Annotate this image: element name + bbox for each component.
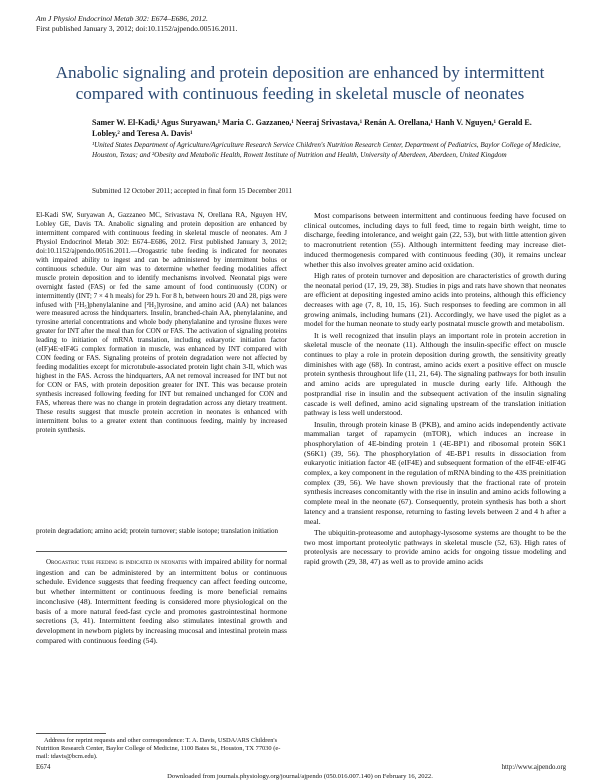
journal-citation: Am J Physiol Endocrinol Metab 302: E674–E686, 2012.: [36, 14, 208, 23]
introduction-paragraph: [36, 557, 287, 645]
journal-website-link[interactable]: http://www.ajpendo.org: [501, 764, 566, 771]
page-number: E674: [36, 764, 51, 771]
author-list: Samer W. El-Kadi,¹ Agus Suryawan,¹ Maria C. Gazzaneo,¹ Neeraj Srivastava,¹ Renán A. Orellana,¹ Hanh V. Nguyen,¹ Gerald E. Lobley,² and Teresa A. Davis¹: [92, 118, 532, 138]
journal-header: [36, 14, 436, 33]
body-paragraph: The ubiquitin-proteasome and autophagy-lysosome systems are thought to be the two most important proteolytic pathways in skeletal muscle (52, 63). High rates of proteolysis are necessary to provide amino acids for ongoing tissue modeling and rapid growth (29, 38, 47) as well as to provide amino acids: [304, 527, 566, 566]
correspondence-footnote: Address for reprint requests and other correspondence: T. A. Davis, USDA/ARS Children's Nutrition Research Center, Baylor College of Medicine, 1100 Bates St., Houston, TX 77030 (e-mail: tdavis@bcm.edu).: [36, 737, 281, 760]
keywords-divider: [36, 551, 287, 552]
intro-body: with impaired ability for normal ingestion and can be administered by an intermittent bolus or continuous schedule. Evidence suggests that feeding frequency can affect feeding outcome, but whether intermittent or continuous feeding is more beneficial remains inconclusive (48). Intermittent feeding is considered more physiological on the basis of a more natural feed-fast cycle and promotes gastrointestinal hormone secretions (3, 41). Intermittent feeding also stimulates intestinal growth and development in newborn piglets by increasing mucosal and intestinal protein mass compared with continuous feeding (54).: [36, 557, 287, 645]
body-paragraph: Most comparisons between intermittent and continuous feeding have focused on clinical outcomes, including days to full feed, time to regain birth weight, time to discharge, feeding intolerance, and weight gain (22, 53), but with little attention given to macronutrient retention (55). Although intermittent feeding may increase diet-induced thermogenesis compared with continuous feeding (30), it remains unclear whether this also involves greater amino acid oxidation.: [304, 211, 566, 269]
footnote-divider: [36, 733, 106, 734]
keywords: protein degradation; amino acid; protein turnover; stable isotope; translation initiation: [36, 527, 279, 535]
affiliations: ¹United States Department of Agriculture/Agriculture Research Service Children's Nutrition Research Center, Department of Pediatrics, Baylor College of Medicine, Houston, Texas; and ²Obesity and Metabolic Health, Rowett Institute of Nutrition and Health, University of Aberdeen, Aberdeen, United Kingdom: [92, 141, 561, 159]
abstract: El-Kadi SW, Suryawan A, Gazzaneo MC, Srivastava N, Orellana RA, Nguyen HV, Lobley GE, Davis TA. Anabolic signaling and protein deposition are enhanced by intermittent compared with continuous feeding in skeletal muscle of neonates. Am J Physiol Endocrinol Metab 302: E674–E686, 2012. First published January 3, 2012; doi:10.1152/ajpendo.00516.2011.—Orogastric tube feeding is indicated for neonates with impaired ability to ingest and can be administered by intermittent bolus or continuous schedule. Our aim was to determine whether feeding modalities affect muscle protein deposition and to identify mechanisms involved. Neonatal pigs were overnight fasted (FAS) or fed the same amount of food continuously (CON) or intermittently (INT; 7 × 4 h meals) for 29 h. For 8 h, between hours 20 and 28, pigs were infused with [²H₅]phenylalanine and [²H₂]tyrosine, and amino acid (AA) net balances were measured across the hindquarters. Insulin, branched-chain AA, phenylalanine, and tyrosine arterial concentrations and whole body phenylalanine and tyrosine fluxes were greater for INT after the meal than for CON or FAS. The activation of signaling proteins leading to initiation of mRNA translation, including eukaryotic initiation factor (eIF)4E·eIF4G complex formation in muscle, was enhanced by INT compared with CON feeding or FAS. Signaling proteins of protein degradation were not affected by feeding modalities except for microtubule-associated protein light chain 3-II, which was highest in the FAS. Across the hindquarters, AA net removal increased for INT but not for CON or FAS, with protein deposition greater for INT. This was because protein synthesis increased following feeding for INT but remained unchanged for CON and FAS, whereas there was no change in protein degradation across any dietary treatment. These results suggest that muscle protein accretion in neonates is enhanced with intermittent bolus to a greater extent than continuous feeding, mainly by increased protein synthesis.: [36, 211, 287, 434]
right-column: [304, 211, 566, 568]
body-paragraph: Insulin, through protein kinase B (PKB), and amino acids independently activate mammalian target of rapamycin (mTOR), which induces an increase in phosphorylation of 4E-binding protein 1 (4E-BP1) and ribosomal protein S6K1 (S6K1) (39, 56). The phosphorylation of 4E-BP1 results in dissociation from eukaryotic initiation factor 4E (eIF4E) and subsequent formation of the eIF4E·eIF4G complex, a key component in the regulation of mRNA binding to the 43S preinitiation complex (39, 56). We have shown previously that the fractional rate of protein synthesis increases concomitantly with the rise in insulin and amino acids following a complete meal in the neonate (67). Consequently, protein synthesis has both a short latency and a transient response, returning to fasting levels between 2 and 4 h after a meal.: [304, 419, 566, 526]
publication-info: First published January 3, 2012; doi:10.1152/ajpendo.00516.2011.: [36, 23, 238, 33]
intro-lead: Orogastric tube feeding is indicated in neonates: [46, 558, 187, 566]
body-paragraph: High rates of protein turnover and deposition are characteristics of growth during the neonatal period (17, 19, 29, 38). Studies in pigs and rats have shown that neonates are efficient at depositing ingested amino acids into proteins, although this efficiency decreases with age (7, 8, 10, 15, 16). Such responses to feeding are common in all growing animals, including humans (21). Accordingly, we have used the piglet as a model for the human neonate to study early postnatal muscle growth and metabolism.: [304, 270, 566, 329]
article-title: Anabolic signaling and protein deposition are enhanced by intermittent compared with continuous feeding in skeletal muscle of neonates: [55, 63, 545, 103]
body-paragraph: It is well recognized that insulin plays an important role in protein accretion in skeletal muscle of the neonate (11). Although the insulin-specific effect on muscle continues to play a role in protein deposition during growth, the sensitivity greatly diminishes with age (68). In contrast, amino acids exert a positive effect on muscle protein synthesis throughout life (11, 21, 64). The signaling pathways for both insulin and amino acids are upregulated in muscle during early life. Although the postprandial rise in insulin and the subsequent activation of the insulin signaling cascade is well defined, amino acid signaling upstream of the translation initiation pathway is less well understood.: [304, 330, 566, 418]
download-notice: Downloaded from journals.physiology.org/journal/ajpendo (050.016.007.140) on February 16, 2022.: [167, 773, 433, 780]
submission-dates: Submitted 12 October 2011; accepted in final form 15 December 2011: [92, 187, 293, 195]
